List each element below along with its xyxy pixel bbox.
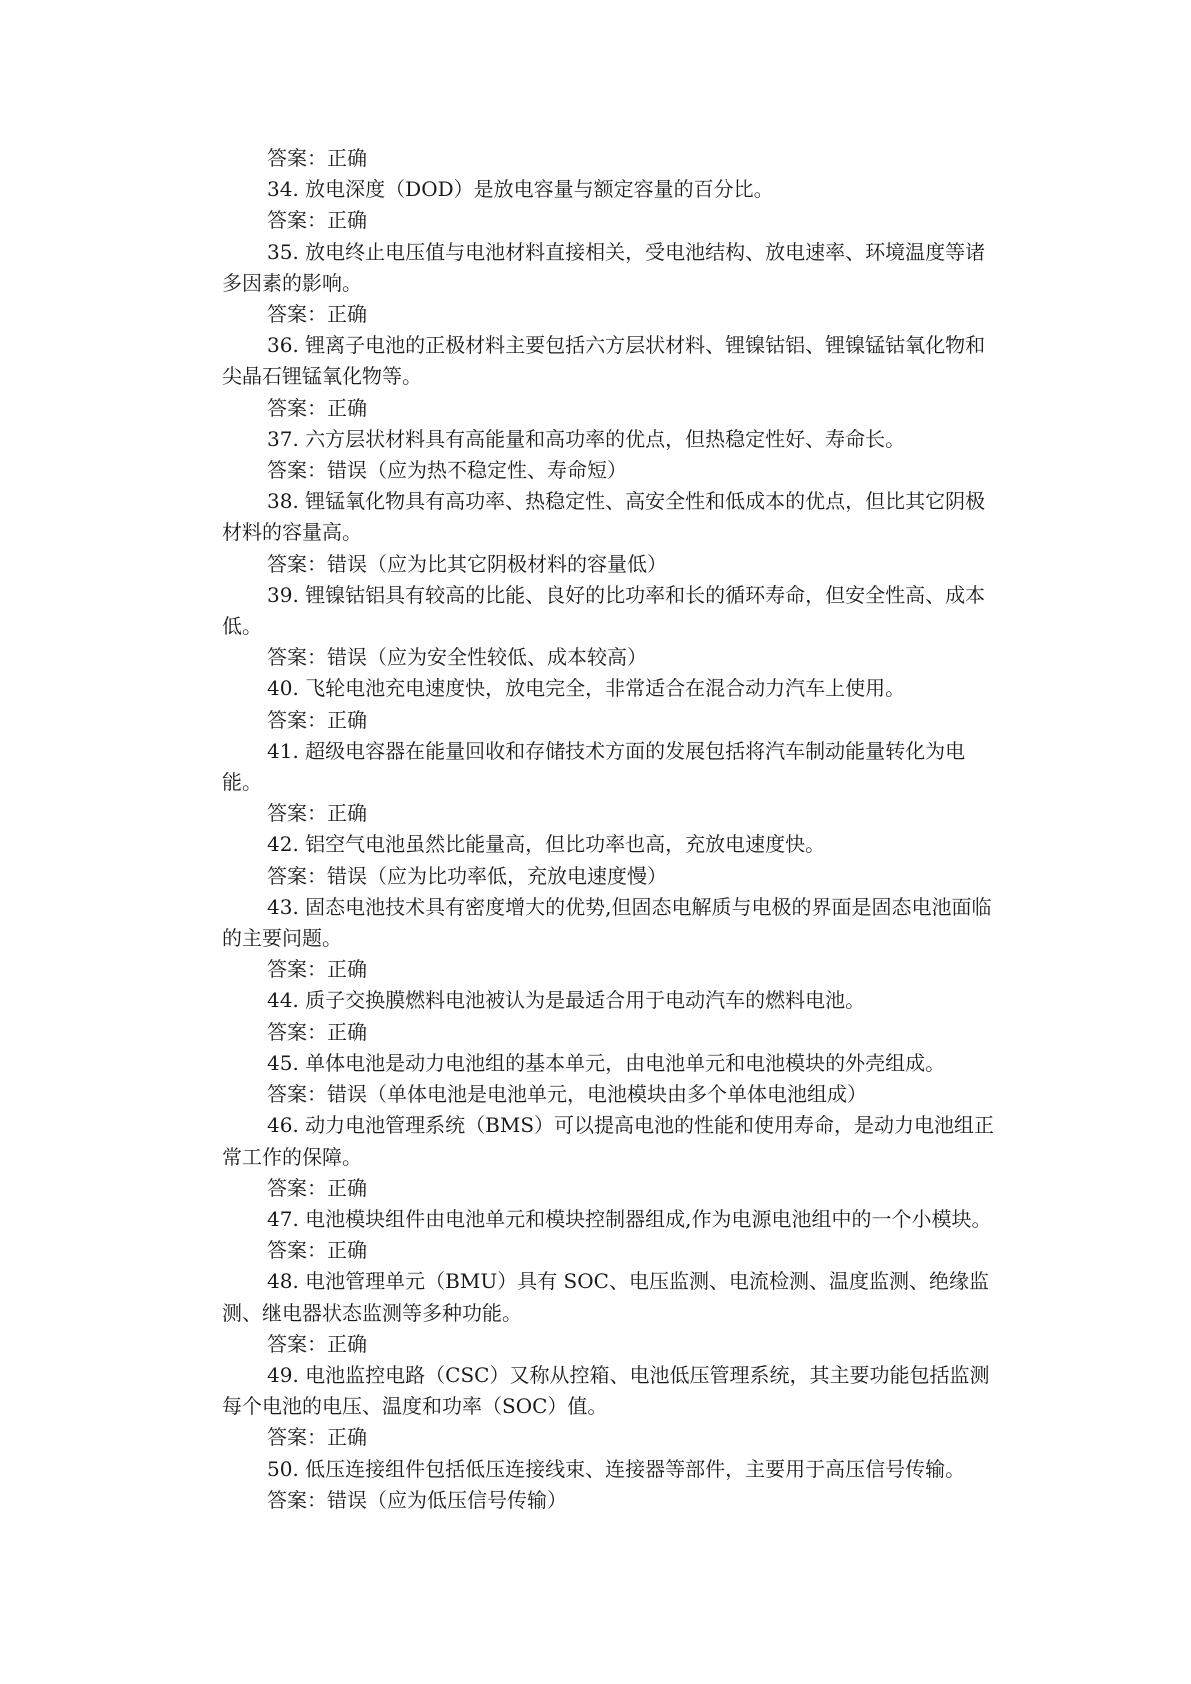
question-41: 41. 超级电容器在能量回收和存储技术方面的发展包括将汽车制动能量转化为电能。 xyxy=(222,738,966,795)
answer-line: 答案：正确 xyxy=(267,208,367,233)
answer-line: 答案：正确 xyxy=(267,957,367,982)
question-40: 40. 飞轮电池充电速度快，放电完全，非常适合在混合动力汽车上使用。 xyxy=(267,676,906,701)
question-35: 35. 放电终止电压值与电池材料直接相关，受电池结构、放电速率、环境温度等诸多因素的影响。 xyxy=(222,239,986,295)
answer-line: 答案：错误（单体电池是电池单元，电池模块由多个单体电池组成） xyxy=(267,1082,867,1107)
answer-line: 答案：正确 xyxy=(267,302,367,327)
question-50: 50. 低压连接组件包括低压连接线束、连接器等部件，主要用于高压信号传输。 xyxy=(267,1456,966,1481)
question-46: 46. 动力电池管理系统（BMS）可以提高电池的性能和使用寿命，是动力电池组正常工作的保障。 xyxy=(222,1113,995,1169)
answer-line: 答案：错误（应为低压信号传输） xyxy=(267,1487,567,1512)
answer-line: 答案：错误（应为安全性较低、成本较高） xyxy=(267,645,647,670)
answer-line: 答案：正确 xyxy=(267,1238,367,1263)
answer-line: 答案：正确 xyxy=(267,1019,367,1044)
question-44: 44. 质子交换膜燃料电池被认为是最适合用于电动汽车的燃料电池。 xyxy=(267,988,866,1013)
question-34: 34. 放电深度（DOD）是放电容量与额定容量的百分比。 xyxy=(267,177,774,202)
document-body xyxy=(222,143,1004,1516)
answer-line: 答案：正确 xyxy=(267,707,367,732)
question-47: 47. 电池模块组件由电池单元和模块控制器组成,作为电源电池组中的一个小模块。 xyxy=(267,1206,992,1231)
answer-line: 答案：错误（应为比其它阴极材料的容量低） xyxy=(267,551,667,576)
answer-line: 答案：正确 xyxy=(267,395,367,420)
question-42: 42. 铝空气电池虽然比能量高，但比功率也高，充放电速度快。 xyxy=(267,832,826,857)
answer-line: 答案：错误（应为比功率低，充放电速度慢） xyxy=(267,863,667,888)
question-45: 45. 单体电池是动力电池组的基本单元，由电池单元和电池模块的外壳组成。 xyxy=(267,1050,946,1075)
answer-line: 答案：正确 xyxy=(267,1175,367,1200)
question-39: 39. 锂镍钴铝具有较高的比能、良好的比功率和长的循环寿命，但安全性高、成本低。 xyxy=(222,582,986,639)
answer-line: 答案：正确 xyxy=(267,146,367,170)
question-49: 49. 电池监控电路（CSC）又称从控箱、电池低压管理系统，其主要功能包括监测每个电池的电压、温度和功率（SOC）值。 xyxy=(222,1362,990,1419)
question-37: 37. 六方层状材料具有高能量和高功率的优点，但热稳定性好、寿命长。 xyxy=(267,426,906,451)
question-38: 38. 锂锰氧化物具有高功率、热稳定性、高安全性和低成本的优点，但比其它阴极材料的容量高。 xyxy=(222,489,986,545)
question-43: 43. 固态电池技术具有密度增大的优势,但固态电解质与电极的界面是固态电池面临的主要问题。 xyxy=(222,894,992,951)
answer-line: 答案：正确 xyxy=(267,1331,367,1356)
question-36: 36. 锂离子电池的正极材料主要包括六方层状材料、锂镍钴铝、锂镍锰钴氧化物和尖晶石锂锰氧化物等。 xyxy=(222,333,986,389)
question-48: 48. 电池管理单元（BMU）具有 SOC、电压监测、电流检测、温度监测、绝缘监测、继电器状态监测等多种功能。 xyxy=(222,1269,989,1325)
answer-line: 答案：正确 xyxy=(267,801,367,826)
answer-line: 答案：错误（应为热不稳定性、寿命短） xyxy=(267,458,627,483)
answer-line: 答案：正确 xyxy=(267,1425,367,1450)
